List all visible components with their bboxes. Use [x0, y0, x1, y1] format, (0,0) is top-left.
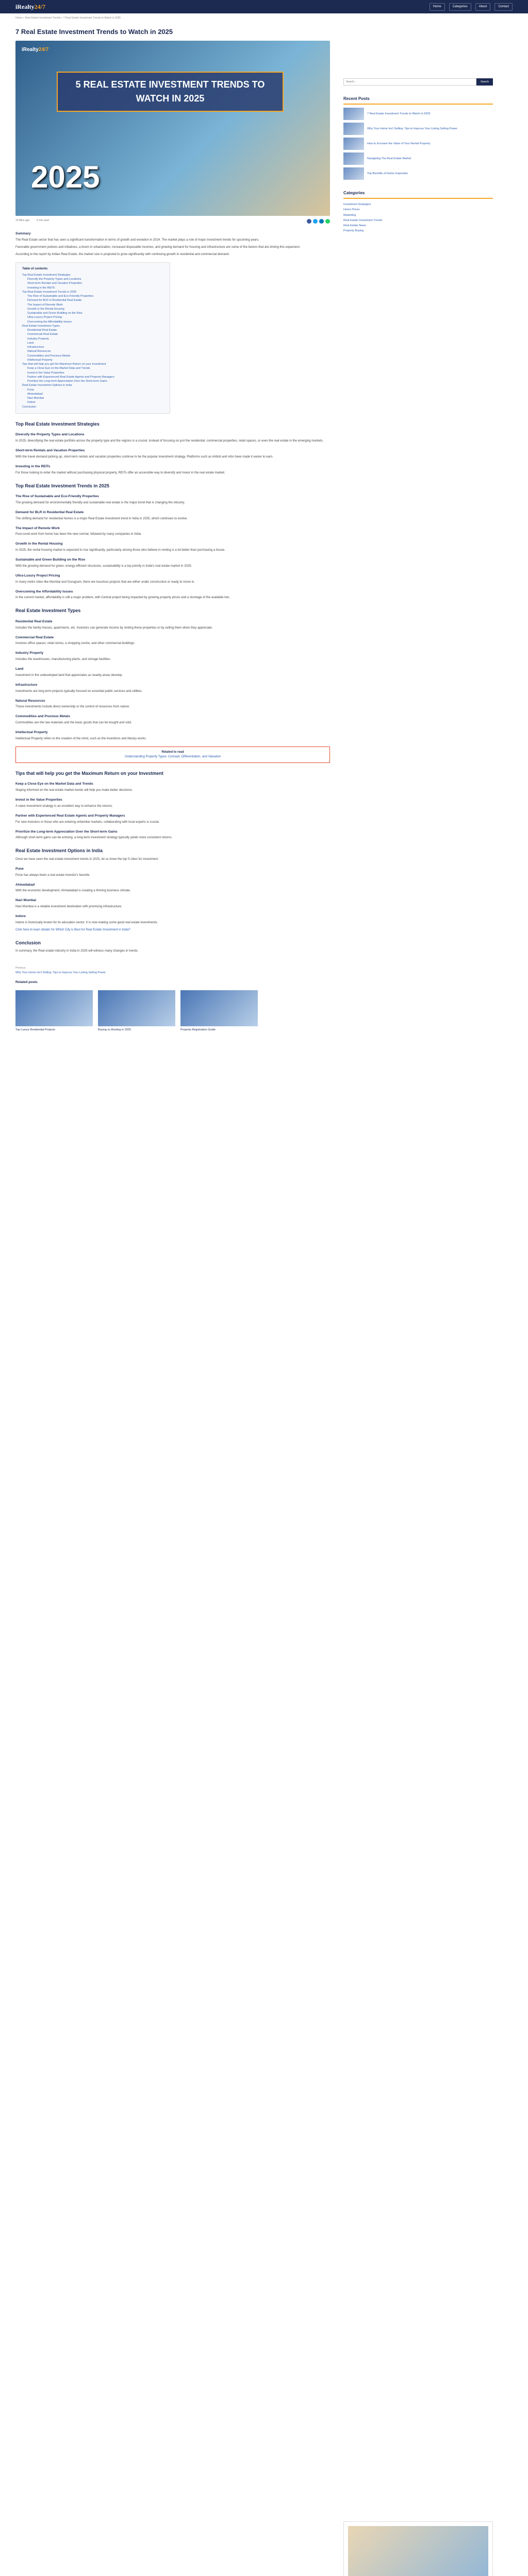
recent-post-thumbnail [343, 167, 364, 180]
subsection-paragraph: Post-covid work from home has been the new normal, followed by many companies in India. [15, 533, 142, 536]
toc-item[interactable]: Top Real Estate Investment Strategies [22, 273, 71, 277]
subsection-heading: Sustainable and Green Building on the Rise [15, 558, 86, 562]
city-heading: Indore [15, 914, 26, 918]
meta-read: 5 min read [37, 219, 49, 222]
toc-item[interactable]: Overcoming the Affordability Issues [27, 320, 72, 324]
top-bar [0, 0, 528, 13]
related-read-label: Related to read [161, 750, 184, 754]
recent-post-title[interactable]: Why Your Home Isn't Selling: Tips to Improve Your Listing Selling Power [367, 127, 458, 130]
toc-item[interactable]: Sustainable and Green Building on the Rise [27, 312, 82, 315]
main-nav [430, 3, 513, 11]
tips-heading: Tips that will help you get the Maximum Return on your Investment [15, 770, 163, 776]
india-heading: Real Estate Investment Options in India [15, 848, 103, 854]
recent-post-thumbnail [343, 152, 364, 165]
nav-item-home[interactable]: Home [430, 3, 445, 11]
subsection-paragraph: Involves office spaces, retail stores, a shopping centre, and other commercial buildings. [15, 642, 136, 646]
toc-item[interactable]: Navi Mumbai [27, 397, 44, 400]
subsection-heading: Land [15, 667, 24, 671]
subsection-heading: Residential Real Estate [15, 619, 53, 623]
recent-post-title[interactable]: Navigating The Real Estate Market [367, 157, 411, 160]
toc-item[interactable]: Prioritize the Long-term Appreciation Over the Short-term Gains [27, 380, 107, 383]
subsection-heading: Short-term Rentals and Vacation Properties [15, 449, 85, 452]
toc-item[interactable]: Demand for BLR in Residential Real Estate [27, 299, 82, 302]
related-post-card[interactable]: Buying vs Renting in 2025 [98, 990, 175, 1032]
toc-item[interactable]: Conclusion [22, 405, 37, 409]
recent-posts-widget [343, 96, 493, 180]
toc-item[interactable]: Short-term Rentals and Vacation Properties [27, 282, 82, 285]
recent-post[interactable] [343, 152, 493, 165]
subsection-paragraph: With the travel demand picking up, short-term rentals and vacation properties continue to be the popular investment strategy. Platforms such as Airbnb and vrbo have made it easier to earn. [15, 455, 273, 459]
search-button[interactable]: Search [476, 78, 493, 86]
recent-post-thumbnail [343, 123, 364, 135]
summary-paragraph: According to the report by Indian Real Estate, the market size is projected to grow significantly with continuing growth in residential and commercial demand. [15, 252, 230, 256]
recent-post-thumbnail [343, 108, 364, 120]
toc-item[interactable]: Commodities and Precious Metals [27, 354, 71, 358]
city-paragraph: With the economic development, Ahmedabad is creating a thriving business climate. [15, 889, 131, 893]
toc-item[interactable]: Industry Property [27, 337, 49, 341]
nav-item-about[interactable]: About [475, 3, 491, 11]
subsection-paragraph: In many metro cities like Mumbai and Gurugram, there are luxurious projects that are either under construction or ready to move in. [15, 580, 195, 584]
toc-item[interactable]: Intellectual Property [27, 358, 53, 362]
toc-item[interactable]: Diversify the Property Types and Locations [27, 278, 81, 281]
subsection-paragraph: With the growing demand for green, energy-efficient structures, sustainability is a top priority in India's real estate market in 2025. [15, 564, 192, 568]
toc-item[interactable]: Partner with Experienced Real Estate Agents and Property Managers [27, 375, 114, 379]
toc-title[interactable]: Table of contents [22, 267, 48, 270]
prev-post[interactable] [15, 966, 106, 975]
toc-item[interactable]: Keep a Close Eye on the Market Data and Trends [27, 367, 90, 370]
nav-item-contact[interactable]: Contact [494, 3, 513, 11]
subsection-heading: Infrastructure [15, 683, 38, 687]
tip-paragraph: Staying informed on the real estate market trends will help you make better decisions. [15, 789, 133, 792]
related-post-image [15, 990, 93, 1026]
subsection-paragraph: In the current market, affordability is still a major problem, with Central project being impacted by growing property prices and a shortage of the available lots. [15, 596, 230, 600]
table-of-contents [15, 262, 170, 414]
article-main [15, 13, 330, 2576]
hero-logo: iRealty24/7 [22, 47, 49, 53]
share-buttons [307, 219, 330, 224]
subsection-paragraph: Includes the warehouses, manufacturing plants, and storage facilities. [15, 658, 111, 661]
recent-post-title[interactable]: Top Benefits of Home Inspection [367, 172, 408, 175]
category-link[interactable]: Home Prices [343, 208, 360, 212]
subsection-heading: The Rise of Sustainable and Eco-Friendly Properties [15, 495, 99, 498]
subsection-heading: Demand for BLR in Residential Real Estate [15, 510, 84, 514]
promo-card[interactable] [343, 2521, 493, 2576]
sidebar [343, 13, 493, 2576]
city-heading: Pune [15, 867, 24, 871]
related-read-link[interactable]: Understanding Property Types: Concept, Differentiation, and Valuation [124, 755, 221, 758]
subsection-paragraph: For those looking to enter the market without purchasing physical property, REITs offer an accessible way to diversify and invest in the real estate market. [15, 471, 225, 474]
subsection-heading: Overcoming the Affordability Issues [15, 589, 73, 594]
tip-heading: Prioritize the Long-term Appreciation Over the Short-term Gains [15, 829, 118, 834]
toc-item[interactable]: Tips that will help you get the Maximum Return on your Investment [22, 363, 106, 366]
recent-post[interactable] [343, 138, 493, 150]
toc-item[interactable]: Growth in the Rental Housing [27, 307, 64, 311]
category-link[interactable]: Real Estate News [343, 224, 366, 227]
categories-list [343, 202, 493, 234]
city-paragraph: Navi Mumbai is a reliable investment destination with promising infrastructure. [15, 905, 122, 908]
categories-widget [343, 190, 493, 234]
twitter-icon[interactable] [313, 219, 318, 224]
recent-post-title[interactable]: 7 Real Estate Investment Trends to Watch in 2025 [367, 112, 431, 115]
recent-post-thumbnail [343, 138, 364, 150]
recent-post[interactable] [343, 108, 493, 120]
toc-item[interactable]: Real Estate Investment Options in India [22, 384, 72, 387]
section-heading: Real Estate Investment Types [15, 608, 81, 614]
city-paragraph: Pune has always been a real estate investor's favorite. [15, 873, 90, 877]
subsection-paragraph: Investments are long-term projects typically focused on essential public services and utilities. [15, 689, 143, 693]
facebook-icon[interactable] [307, 219, 311, 224]
subsection-heading: Diversify the Property Types and Locations [15, 433, 85, 437]
subsection-heading: Ultra-Luxury Project Pricing [15, 573, 60, 578]
section-heading: Top Real Estate Investment Strategies [15, 421, 100, 427]
search-widget [343, 78, 493, 86]
conclusion-paragraph: In summary, the Real estate industry in India in 2025 will witness many changes in trends. [15, 950, 139, 953]
summary-paragraph: The Real Estate sector that has seen a significant transformation in terms of growth and evolution in 2024. The market plays a role of major investment trends for upcoming years. [15, 238, 259, 242]
toc-item[interactable]: Infrastructure [27, 346, 44, 349]
subsection-paragraph: Commodities are the raw materials and the basic goods that can be bought and sold. [15, 721, 132, 724]
related-post-card[interactable]: Property Registration Guide [180, 990, 258, 1032]
toc-item[interactable]: Top Real Estate Investment Trends in 2025 [22, 290, 77, 294]
toc-item[interactable]: Commercial Real Estate [27, 333, 58, 336]
section-heading: Top Real Estate Investment Trends in 2025 [15, 483, 109, 488]
hero-year: 2025 [31, 160, 100, 194]
toc-list [22, 273, 163, 409]
related-post-card[interactable]: Top Luxury Residential Projects [15, 990, 93, 1032]
summary-heading: Summary [15, 232, 31, 235]
tip-heading: Keep a Close Eye on the Market Data and Trends [15, 782, 93, 786]
toc-item[interactable]: Ahmedabad [27, 392, 43, 396]
category-link[interactable]: Real Estate Investment Trends [343, 218, 383, 222]
subsection-heading: Investing in the REITs [15, 464, 51, 468]
toc-item[interactable]: Indore [27, 401, 36, 404]
hero-image [15, 41, 330, 216]
subsection-paragraph: Investment in the undeveloped land that appreciates as nearby areas develop. [15, 673, 123, 677]
category-link[interactable]: Investment Strategies [343, 203, 371, 206]
nav-item-categories[interactable]: Categories [449, 3, 471, 11]
city-heading: Navi Mumbai [15, 899, 37, 903]
tip-heading: Partner with Experienced Real Estate Agents and Property Managers [15, 814, 125, 818]
subsection-heading: Commodities and Precious Metals [15, 715, 70, 719]
subsection-heading: The Impact of Remote Work [15, 526, 60, 530]
tip-paragraph: For new investors or those who are entering unfamiliar markets, collaborating with local experts is crucial. [15, 820, 160, 824]
site-logo[interactable]: iRealty24/7 [15, 3, 45, 10]
conclusion-heading: Conclusion [15, 940, 41, 945]
related-posts-title: Related posts [15, 980, 38, 984]
linkedin-icon[interactable] [319, 219, 324, 224]
recent-posts-list [343, 108, 493, 180]
subsection-paragraph: In 2025, diversifying the real estate portfolio across the property type and the regions is a crucial. Instead of focusing on just the residential, commercial properties, retail spaces, or even the real estate in the emerging markets. [15, 439, 324, 443]
subsection-heading: Intellectual Property [15, 731, 48, 734]
related-read-box [15, 747, 330, 763]
article-sections [15, 421, 330, 741]
page-title: 7 Real Estate Investment Trends to Watch in 2025 [15, 27, 173, 36]
related-posts [15, 990, 330, 1032]
recent-post[interactable] [343, 167, 493, 180]
toc-item[interactable]: Land [27, 341, 34, 345]
tip-paragraph: Although short-term gains can be enticing, a long-term investment strategy typically yields more consistent returns. [15, 836, 173, 840]
category-link[interactable]: Marketing [343, 213, 356, 217]
categories-title: Categories [343, 190, 493, 199]
recent-post-title[interactable]: How to Increase the Value of Your Rental Property [367, 142, 431, 145]
prev-label: Previous [15, 967, 26, 970]
city-heading: Ahmedabad [15, 883, 35, 887]
promo-image [348, 2526, 488, 2576]
recent-posts-title: Recent Posts [343, 96, 493, 105]
meta-date: 10 Mins ago [15, 219, 30, 222]
tips-section [15, 782, 330, 840]
summary-paragraph: Favorable government policies and initiatives, a boom in urbanization, increased disposable incomes, and growing demand for housing and infrastructure are some of the factors that are driving this expansion. [15, 245, 301, 249]
toc-item[interactable]: Residential Real Estate [27, 329, 57, 332]
prev-post-link[interactable]: Why Your Home Isn't Selling: Tips to Improve Your Listing Selling Power [15, 971, 106, 974]
recent-post[interactable] [343, 123, 493, 135]
subsection-paragraph: Intellectual Property refers to the creation of the mind, such as the inventions and literary works. [15, 737, 147, 740]
toc-item[interactable]: Ultra-Luxury Project Pricing [27, 316, 62, 319]
whatsapp-icon[interactable] [325, 219, 330, 224]
subsection-heading: Natural Resources [15, 699, 45, 703]
toc-item[interactable]: Real Estate Investment Types [22, 324, 60, 328]
subsection-paragraph: These investments include direct ownership or the control of resources from nature. [15, 705, 130, 709]
tip-heading: Invest in the Value Properties [15, 798, 62, 802]
toc-item[interactable]: The Impact of Remote Work [27, 303, 63, 307]
toc-item[interactable]: Natural Resources [27, 350, 51, 353]
subsection-paragraph: Includes the family houses, apartments, etc. Investors can generate income by renting these properties or by selling them when they appreciate. [15, 626, 213, 630]
subsection-paragraph: In 2025, the rental housing market is expected to rise significantly, particularly among those who believe in renting is a lot better than purchasing a house. [15, 549, 225, 552]
toc-item[interactable]: Pune [27, 388, 34, 392]
tip-paragraph: A value investment strategy is an excellent way to enhance the returns. [15, 804, 113, 808]
city-paragraph: Indore is historically known for its education sector. It is now making some good real estate investments. [15, 921, 158, 924]
post-navigation [15, 966, 330, 975]
india-intro: Once we have seen the real estate investment trends in 2025, let us know the top 5 cities for investment. [15, 857, 159, 861]
related-post-image [98, 990, 175, 1026]
toc-item[interactable]: Investing in the REITs [27, 286, 55, 290]
subsection-heading: Growth in the Rental Housing [15, 542, 63, 546]
cities-section [15, 867, 330, 925]
hero-banner-text: 5 REAL ESTATE INVESTMENT TRENDS TO WATCH IN 2025 [57, 72, 284, 112]
click-here-link[interactable]: Click here to learn details for Which City is Best for Real Estate Investment in India? [15, 928, 130, 931]
category-link[interactable]: Property Buying [343, 229, 364, 233]
subsection-paragraph: The growing demand for environmentally friendly and sustainable real estate is the major trend that is changing the industry. [15, 501, 185, 504]
search-input[interactable] [343, 78, 476, 86]
subsection-heading: Commercial Real Estate [15, 635, 54, 639]
subsection-heading: Industry Property [15, 651, 44, 655]
toc-item[interactable]: Invest in the Value Properties [27, 371, 64, 375]
related-post-image [180, 990, 258, 1026]
sidebar-spacer [343, 244, 493, 2511]
breadcrumb[interactable]: Home » Real Estate Investment Trends » 7 Real Estate Investment Trends to Watch in 2025 [15, 16, 121, 20]
toc-item[interactable]: The Rise of Sustainable and Eco-Friendly Properties [27, 295, 94, 298]
subsection-paragraph: The shifting demand for residential homes is a major Real Estate investment trend in India in 2025, which continues to evolve. [15, 517, 188, 520]
article-meta [15, 216, 330, 227]
